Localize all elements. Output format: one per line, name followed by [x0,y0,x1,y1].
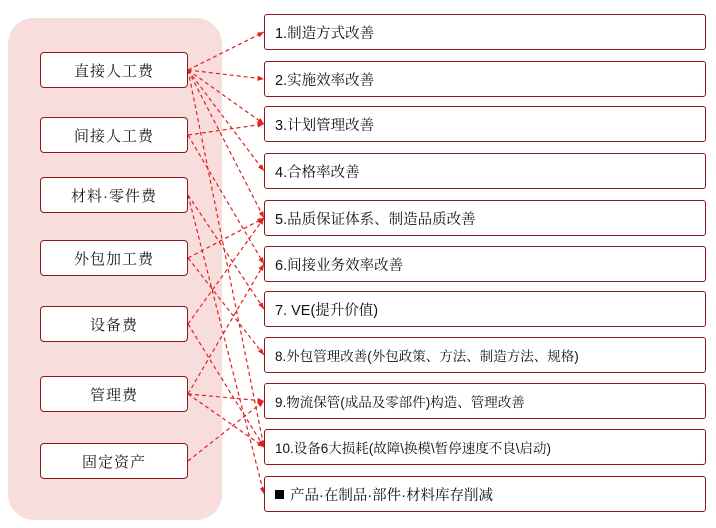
connector-arrowhead [257,401,264,407]
cost-box-label: 间接人工费 [73,127,154,145]
cost-box-label: 直接人工费 [73,62,154,80]
improvement-box[interactable] [264,337,706,373]
connector-arrowhead [257,122,264,127]
cost-box[interactable] [40,177,188,213]
improvement-box-label: 产品·在制品·部件·材料库存削减 [290,487,493,504]
improvement-box-label: 3.计划管理改善 [275,117,375,134]
improvement-box[interactable] [264,14,706,50]
improvement-box-label: 8.外包管理改善(外包政策、方法、制造方法、规格) [275,349,579,364]
improvement-box-label: 2.实施效率改善 [275,72,375,89]
improvement-box[interactable] [264,291,706,327]
improvement-box-label: 1.制造方式改善 [275,25,375,42]
connector-arrowhead [257,441,264,447]
cost-box-label: 材料·零件费 [71,187,157,205]
improvement-box[interactable] [264,106,706,142]
improvement-box-label: 10.设备6大损耗(故障\换模\暂停速度不良\启动) [275,441,552,456]
cost-box[interactable] [40,52,188,88]
cost-box[interactable] [40,443,188,479]
connector-arrowhead [257,118,264,124]
connector-arrowhead [257,398,264,403]
connector-arrowhead [257,76,264,81]
improvement-box[interactable] [264,476,706,512]
improvement-box-label: 4.合格率改善 [275,164,360,181]
improvement-box-label: 7. VE(提升价值) [275,302,379,319]
cost-box[interactable] [40,376,188,412]
improvement-box[interactable] [264,246,706,282]
cost-box-label: 设备费 [89,316,138,334]
cost-box-label: 外包加工费 [73,250,154,268]
improvement-box-label: 6.间接业务效率改善 [275,257,404,274]
improvement-box[interactable] [264,153,706,189]
cost-box[interactable] [40,306,188,342]
improvement-box-label: 5.品质保证体系、制造品质改善 [275,211,476,228]
cost-box-label: 管理费 [89,386,138,404]
connector-arrowhead [257,218,264,223]
connector-arrowhead [257,32,264,37]
square-bullet-icon [275,490,284,499]
improvement-box[interactable] [264,429,706,465]
cost-box[interactable] [40,117,188,153]
cost-box[interactable] [40,240,188,276]
cost-box-label: 固定资产 [81,453,146,471]
improvement-box-label: 9.物流保管(成品及零部件)构造、管理改善 [275,395,525,410]
improvement-box[interactable] [264,200,706,236]
improvement-box[interactable] [264,61,706,97]
improvement-box[interactable] [264,383,706,419]
